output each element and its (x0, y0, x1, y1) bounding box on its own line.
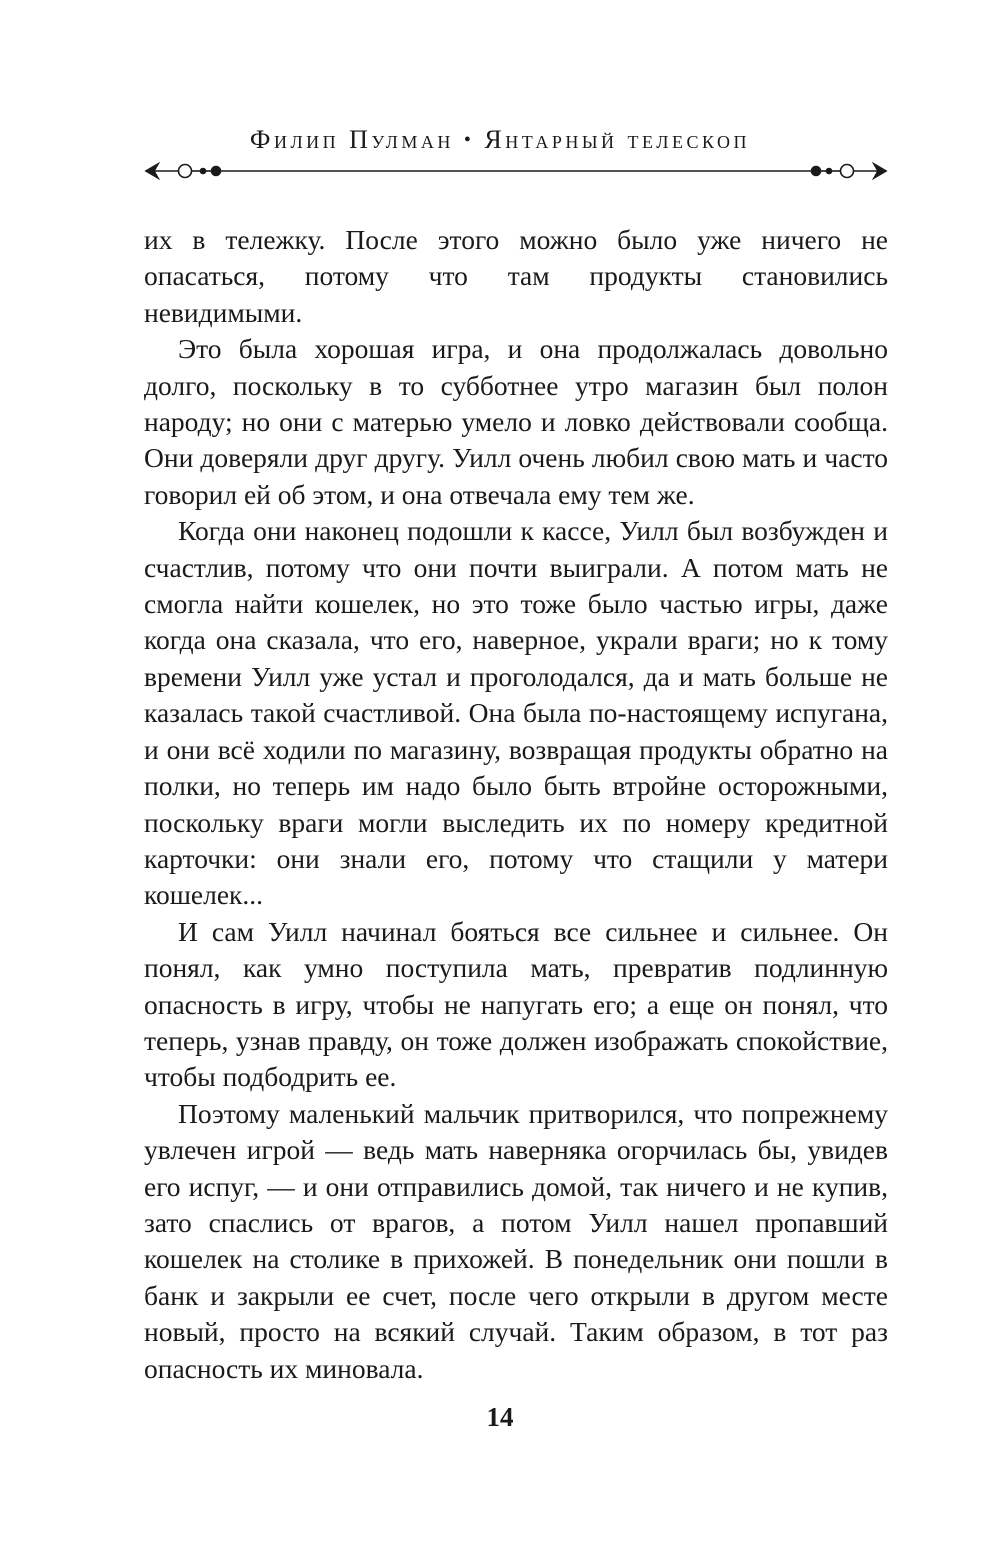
header-separator: • (463, 129, 475, 151)
left-ring-icon (179, 165, 192, 178)
paragraph-2: Это была хорошая игра, и она продолжалась довольно долго, поскольку в то субботнее утро магазин был полон народу; но они с матерью умело и ловко действовали сообща. Они доверяли друг другу. Уилл очень любил свою мать и часто говорил ей об этом, и она отвечала ему тем же. (144, 333, 888, 510)
body-text (144, 222, 888, 1387)
running-head (0, 124, 1000, 158)
page-number: 14 (486, 1402, 514, 1432)
left-dot-small-icon (201, 169, 206, 174)
right-ring-icon (841, 165, 854, 178)
paragraph-5: Поэтому маленький мальчик притворился, что попрежнему увлечен игрой — ведь мать наверняка огорчилась бы, увидев его испуг, — и они отправились домой, так ничего и не купив, зато спаслись от врагов, а потом Уилл нашел пропавший кошелек на столике в прихожей. В понедельник они пошли в банк и закрыли ее счет, после чего открыли в другом месте новый, просто на всякий случай. Таким образом, в тот раз опасность их миновала. (144, 1097, 888, 1384)
left-dot-large-icon (212, 167, 221, 176)
paragraph-3: Когда они наконец подошли к кассе, Уилл был возбужден и счастлив, потому что они почти выиграли. А потом мать не смогла найти кошелек, но это тоже было частью игры, даже когда она сказала, что его, наверное, украли враги; но к тому времени Уилл уже устал и проголодался, да и мать больше не казалась такой счастливой. Она была по-настоящему испугана, и они всё ходили по магазину, возвращая продукты обратно на полки, но теперь им надо было быть втройне осторожными, поскольку враги могли выследить их по номеру кредитной карточки: они знали его, потому что стащили у матери кошелек... (144, 515, 888, 911)
paragraph-1: их в тележку. После этого можно было уже ничего не опасаться, потому что там продукты становились невидимыми. (144, 224, 888, 328)
header-author: Филип Пулман (249, 125, 454, 154)
paragraph-4: И сам Уилл начинал бояться все сильнее и сильнее. Он понял, как умно поступила мать, превратив подлинную опасность в игру, чтобы не напугать его; а еще он понял, что теперь, узнав правду, он тоже должен изображать спокойствие, чтобы подбодрить ее. (144, 915, 888, 1093)
right-dot-large-icon (812, 167, 821, 176)
right-dot-small-icon (827, 169, 832, 174)
header-ornament-rule (144, 158, 888, 184)
header-title: Янтарный телескоп (484, 125, 751, 154)
